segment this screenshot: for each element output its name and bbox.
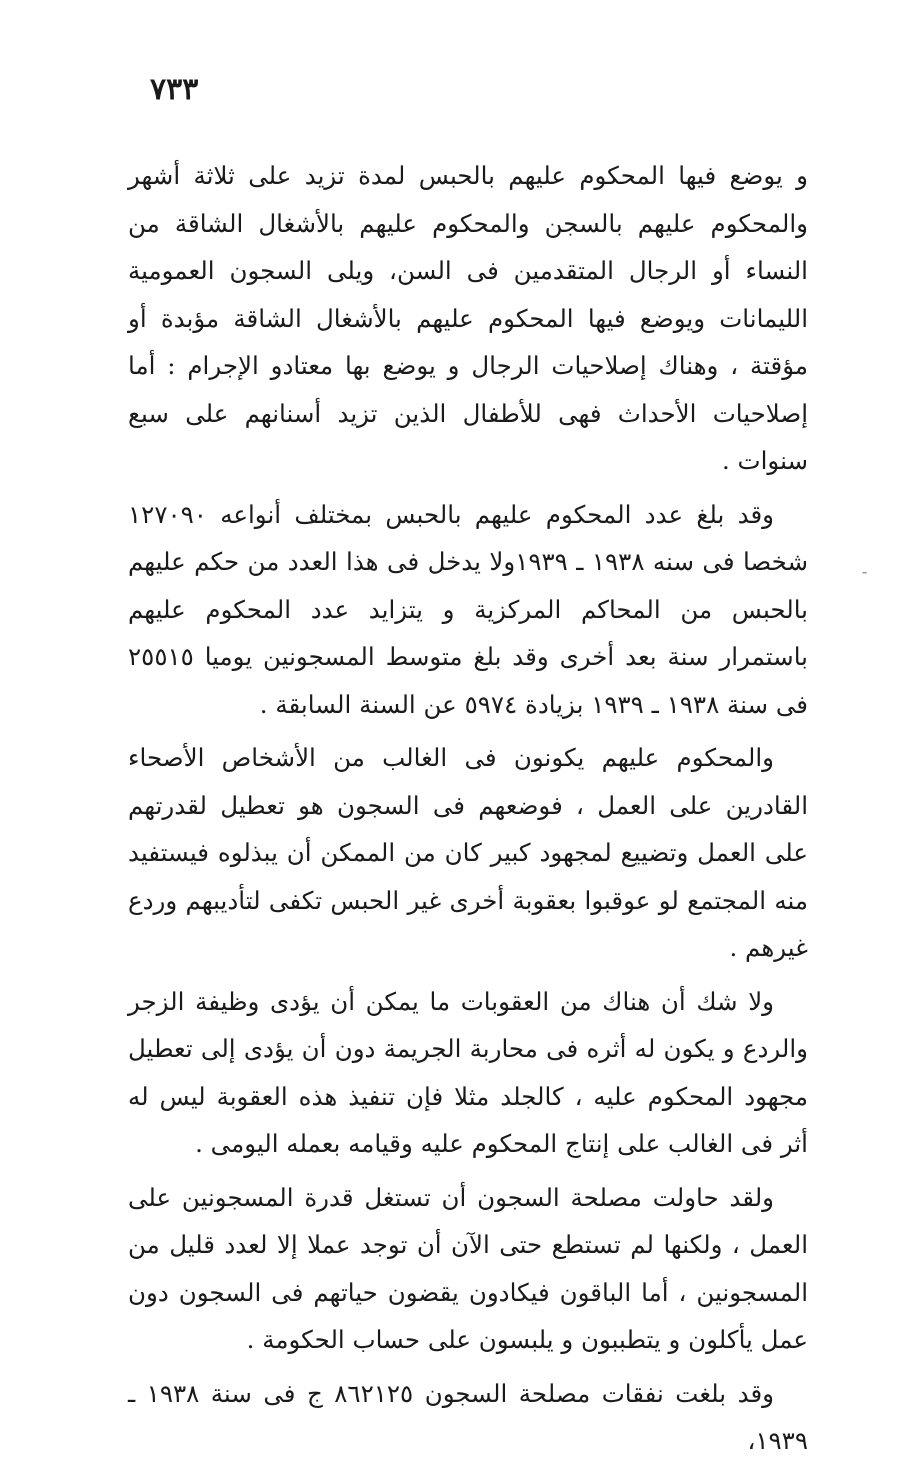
paragraph-6: وقد بلغت نفقات مصلحة السجون ٨٦٢١٢٥ ج فى سنة ١٩٣٨ ـ ١٩٣٩، xyxy=(128,1378,808,1455)
margin-mark: ⁃ xyxy=(861,566,868,582)
page-number: ٧٣٣ xyxy=(150,72,199,107)
paragraph-2: وقد بلغ عدد المحكوم عليهم بالحبس بمختلف أنواعه ١٢٧٠٩٠ شخصا فى سنه ١٩٣٨ ـ ١٩٣٩ولا يدخل فى هذا العدد من حكم عليهم بالحبس من المحاكم المركزية و يتزايد عدد المحكوم عليهم باستمرار سنة بعد أخرى وقد بلغ متوسط المسجونين يوميا ٢٥٥١٥ فى سنة ١٩٣٨ ـ ١٩٣٩ بزيادة ٥٩٧٤ عن السنة السابقة . xyxy=(128,499,809,719)
paragraph-3: والمحكوم عليهم يكونون فى الغالب من الأشخاص الأصحاء القادرين على العمل ، فوضعهم فى السجون هو تعطيل لقدرتهم على العمل وتضييع لمجهود كبير كان من الممكن أن يبذلوه فيستفيد منه المجتمع لو عوقبوا بعقوبة أخرى غير الحبس تكفى لتأديبهم وردع غيرهم . xyxy=(128,743,808,962)
paragraph-4: ولا شك أن هناك من العقوبات ما يمكن أن يؤدى وظيفة الزجر والردع و يكون له أثره فى محاربة الجريمة دون أن يؤدى إلى تعطيل مجهود المحكوم عليه ، كالجلد مثلا فإن تنفيذ هذه العقوبة ليس له أثر فى الغالب على إنتاج المحكوم عليه وقيامه بعمله اليومى . xyxy=(128,986,808,1158)
paragraph-1: و يوضع فيها المحكوم عليهم بالحبس لمدة تزيد على ثلاثة أشهر والمحكوم عليهم بالسجن والمحكوم عليهم بالأشغال الشاقة من النساء أو الرجال المتقدمين فى السن، ويلى السجون العمومية الليمانات ويوضع فيها المحكوم عليهم بالأشغال الشاقة مؤبدة أو مؤقتة ، وهناك إصلاحيات الرجال و يوضع بها معتادو الإجرام : أما إصلاحيات الأحداث فهى للأطفال الذين تزيد أسنانهم على سبع سنوات . xyxy=(128,161,808,475)
body-text xyxy=(128,152,808,1471)
paragraph-5: ولقد حاولت مصلحة السجون أن تستغل قدرة المسجونين على العمل ، ولكنها لم تستطع حتى الآن أن توجد عملا إلا لعدد قليل من المسجونين ، أما الباقون فيكادون يقضون حياتهم فى السجون دون عمل يأكلون و يتطببون و يلبسون على حساب الحكومة . xyxy=(128,1182,808,1354)
